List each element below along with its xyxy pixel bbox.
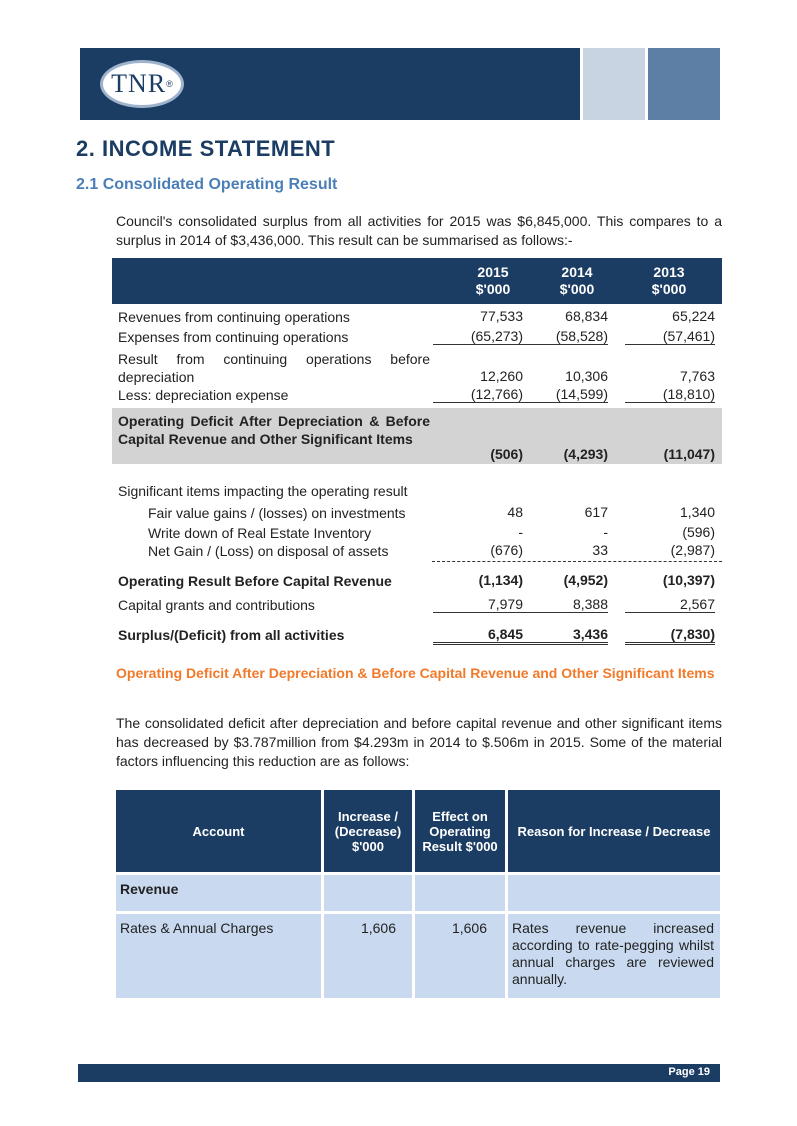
value-2014: (4,952): [563, 572, 608, 588]
header-year: 2014: [561, 264, 593, 280]
value-2014: 68,834: [565, 308, 608, 324]
value-2014: 617: [584, 504, 608, 520]
intro-paragraph: Council's consolidated surplus from all activities for 2015 was $6,845,000. This compares to a surplus in 2014 of $3,436,000. This result can be summarised as follows:-: [116, 213, 722, 248]
value-2013: (2,987): [670, 542, 715, 558]
reason-text: Rates revenue increased according to rate-pegging whilst annual charges are reviewed annually.: [508, 914, 720, 998]
section-label-revenue: Revenue: [116, 875, 321, 911]
value-2014: 33: [592, 542, 608, 558]
value-2013: 1,340: [679, 504, 715, 520]
row-label: Result from continuing operations before depreciation: [118, 351, 430, 385]
header-2015: [448, 264, 538, 298]
header-account: Account: [116, 790, 321, 872]
table-header: [112, 258, 722, 304]
table-row-net-gain: [118, 542, 722, 560]
row-label: Operating Deficit After Depreciation & Before Capital Revenue and Other Significant Items: [118, 413, 430, 447]
row-label: Significant items impacting the operating result: [118, 483, 408, 499]
empty-cell: [324, 875, 412, 911]
banner-segment-dark-2: [500, 48, 580, 120]
logo-registered-mark: ®: [166, 79, 173, 89]
value-2013: (57,461): [625, 328, 715, 345]
value-2014: (58,528): [518, 328, 608, 345]
value-2014: 3,436: [518, 626, 608, 645]
value-2015: -: [518, 524, 523, 540]
row-label: Surplus/(Deficit) from all activities: [118, 627, 345, 643]
value-2014: 8,388: [518, 596, 608, 613]
banner-segment-light: [583, 48, 645, 120]
header-unit: $'000: [559, 281, 595, 297]
value-2015: (1,134): [478, 572, 523, 588]
page-number: Page 19: [668, 1066, 710, 1078]
row-label: Expenses from continuing operations: [118, 329, 349, 345]
footer-bar: [78, 1064, 720, 1082]
value-2014: (4,293): [563, 446, 608, 462]
header-increase: Increase / (Decrease) $'000: [324, 790, 412, 872]
value-2015: (12,766): [433, 386, 523, 403]
row-label: Write down of Real Estate Inventory: [148, 525, 372, 541]
header-effect: Effect on Operating Result $'000: [415, 790, 505, 872]
empty-cell: [508, 875, 720, 911]
empty-cell: [415, 875, 505, 911]
value-2013: 7,763: [679, 368, 715, 384]
value-2015: 77,533: [480, 308, 523, 324]
value-2015: 12,260: [480, 368, 523, 384]
row-label: Revenues from continuing operations: [118, 309, 350, 325]
header-2014: [532, 264, 622, 298]
value-2013: (10,397): [662, 572, 715, 588]
row-label: Net Gain / (Loss) on disposal of assets: [148, 543, 389, 559]
row-label: Operating Result Before Capital Revenue: [118, 573, 392, 589]
header-reason: Reason for Increase / Decrease: [508, 790, 720, 872]
table-row-result-before-depreciation: [118, 350, 722, 386]
table-row-depreciation: [118, 386, 722, 404]
value-2014: -: [603, 524, 608, 540]
value-2013: (596): [682, 524, 715, 540]
table-row-expenses: [118, 328, 722, 346]
table-row-capital-grants: [118, 596, 722, 614]
table-row-fair-value: [118, 504, 722, 522]
header-unit: $'000: [475, 281, 511, 297]
table-row-significant-heading: [118, 482, 722, 500]
value-2013: (18,810): [625, 386, 715, 403]
header-year: 2015: [477, 264, 509, 280]
operating-deficit-subheading: Operating Deficit After Depreciation & Before Capital Revenue and Other Significant Items: [116, 665, 715, 681]
effect-value: 1,606: [415, 914, 505, 998]
table-row-surplus: [118, 626, 722, 646]
logo-text: TNR: [111, 69, 167, 98]
header-year: 2013: [653, 264, 685, 280]
value-2013: (7,830): [625, 626, 715, 645]
account-rates: Rates & Annual Charges: [116, 914, 321, 998]
row-label: Capital grants and contributions: [118, 597, 315, 613]
increase-value: 1,606: [324, 914, 412, 998]
value-2013: 2,567: [625, 596, 715, 613]
table-row-operating-result: [118, 572, 722, 590]
row-label: Fair value gains / (losses) on investments: [148, 505, 406, 521]
value-2015: 48: [507, 504, 523, 520]
tnr-logo: [100, 60, 184, 108]
value-2015: (676): [490, 542, 523, 558]
table-row-revenues: [118, 308, 722, 326]
value-2013: (11,047): [663, 446, 715, 462]
value-2014: (14,599): [518, 386, 608, 403]
table-row-operating-deficit: [118, 412, 722, 462]
value-2013: 65,224: [672, 308, 715, 324]
value-2015: 7,979: [433, 596, 523, 613]
header-2013: [624, 264, 714, 298]
deficit-paragraph: The consolidated deficit after depreciation and before capital revenue and other significant items has decreased by $3.787million from $4.293m in 2014 to $.506m in 2015. Some of the material factors influencing this reduction are as follows:: [116, 715, 722, 769]
value-2015: (506): [490, 446, 523, 462]
header-banner: [80, 48, 720, 120]
banner-segment-mid: [648, 48, 720, 120]
header-unit: $'000: [651, 281, 687, 297]
income-summary-table: [112, 258, 722, 643]
value-2014: 10,306: [565, 368, 608, 384]
section-title: 2. INCOME STATEMENT: [76, 136, 336, 161]
value-2015: 6,845: [433, 626, 523, 645]
row-label: Less: depreciation expense: [118, 387, 289, 403]
value-2015: (65,273): [433, 328, 523, 345]
section-subtitle: 2.1 Consolidated Operating Result: [76, 176, 338, 193]
table-row-write-down: [118, 524, 722, 542]
